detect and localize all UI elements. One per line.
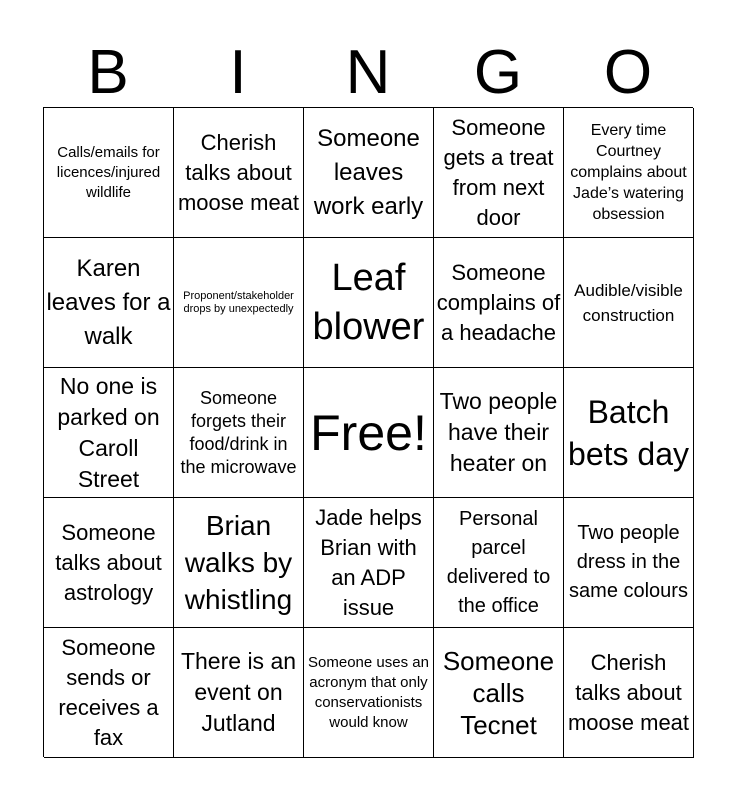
cell-text: Someone leaves work early <box>313 124 424 220</box>
bingo-grid <box>43 107 693 757</box>
free-space-cell[interactable] <box>304 368 434 498</box>
cell-text: Karen leaves for a walk <box>46 254 171 350</box>
cell-text: Proponent/stakeholder drops by unexpectedly <box>183 289 294 315</box>
bingo-cell[interactable] <box>564 238 694 368</box>
bingo-cell[interactable] <box>44 108 174 238</box>
bingo-cell[interactable] <box>174 108 304 238</box>
cell-text: Cherish talks about moose meat <box>177 129 300 215</box>
header-letter-o: O <box>603 38 653 107</box>
cell-text: Brian walks by whistling <box>184 510 293 615</box>
cell-text: Two people have their heater on <box>439 388 558 476</box>
bingo-cell[interactable] <box>304 108 434 238</box>
bingo-cell[interactable] <box>44 368 174 498</box>
bingo-cell[interactable] <box>434 498 564 628</box>
cell-text: Someone calls Tecnet <box>442 645 555 740</box>
bingo-cell[interactable] <box>564 498 694 628</box>
bingo-cell[interactable] <box>434 108 564 238</box>
bingo-cell[interactable] <box>174 238 304 368</box>
bingo-cell[interactable] <box>174 498 304 628</box>
bingo-cell[interactable] <box>304 238 434 368</box>
bingo-cell[interactable] <box>44 628 174 758</box>
cell-text: No one is parked on Caroll Street <box>57 372 160 492</box>
bingo-header <box>43 40 693 106</box>
cell-text: Someone talks about astrology <box>55 519 162 605</box>
bingo-cell[interactable] <box>434 628 564 758</box>
bingo-cell[interactable] <box>304 628 434 758</box>
cell-text: Every time Courtney complains about Jade’s watering obsession <box>570 122 687 223</box>
bingo-cell[interactable] <box>304 498 434 628</box>
bingo-cell[interactable] <box>434 368 564 498</box>
cell-text: Someone complains of a headache <box>436 259 561 345</box>
header-letter-b: B <box>87 38 129 107</box>
header-letter-g: G <box>473 38 523 107</box>
bingo-cell[interactable] <box>44 498 174 628</box>
bingo-cell[interactable] <box>434 238 564 368</box>
cell-text: Leaf blower <box>312 256 425 348</box>
cell-text: Personal parcel delivered to the office <box>446 507 551 617</box>
cell-text: Someone gets a treat from next door <box>443 114 554 230</box>
cell-text: Batch bets day <box>568 393 689 472</box>
cell-text: Someone sends or receives a fax <box>58 634 159 750</box>
header-letter-i: I <box>229 38 247 107</box>
cell-text: Calls/emails for licences/injured wildlife <box>56 143 161 201</box>
bingo-cell[interactable] <box>174 628 304 758</box>
bingo-cell[interactable] <box>564 628 694 758</box>
cell-text: Cherish talks about moose meat <box>567 649 690 735</box>
cell-text: There is an event on Jutland <box>180 648 297 736</box>
bingo-cell[interactable] <box>44 238 174 368</box>
cell-text: Audible/visible construction <box>574 280 683 325</box>
bingo-cell[interactable] <box>564 108 694 238</box>
bingo-cell[interactable] <box>564 368 694 498</box>
free-space-text: Free! <box>310 404 427 461</box>
bingo-cell[interactable] <box>174 368 304 498</box>
cell-text: Jade helps Brian with an ADP issue <box>315 504 422 620</box>
header-letter-n: N <box>345 38 391 107</box>
cell-text: Someone forgets their food/drink in the microwave <box>180 387 297 477</box>
cell-text: Someone uses an acronym that only conservationists would know <box>308 653 429 731</box>
cell-text: Two people dress in the same colours <box>569 522 688 602</box>
